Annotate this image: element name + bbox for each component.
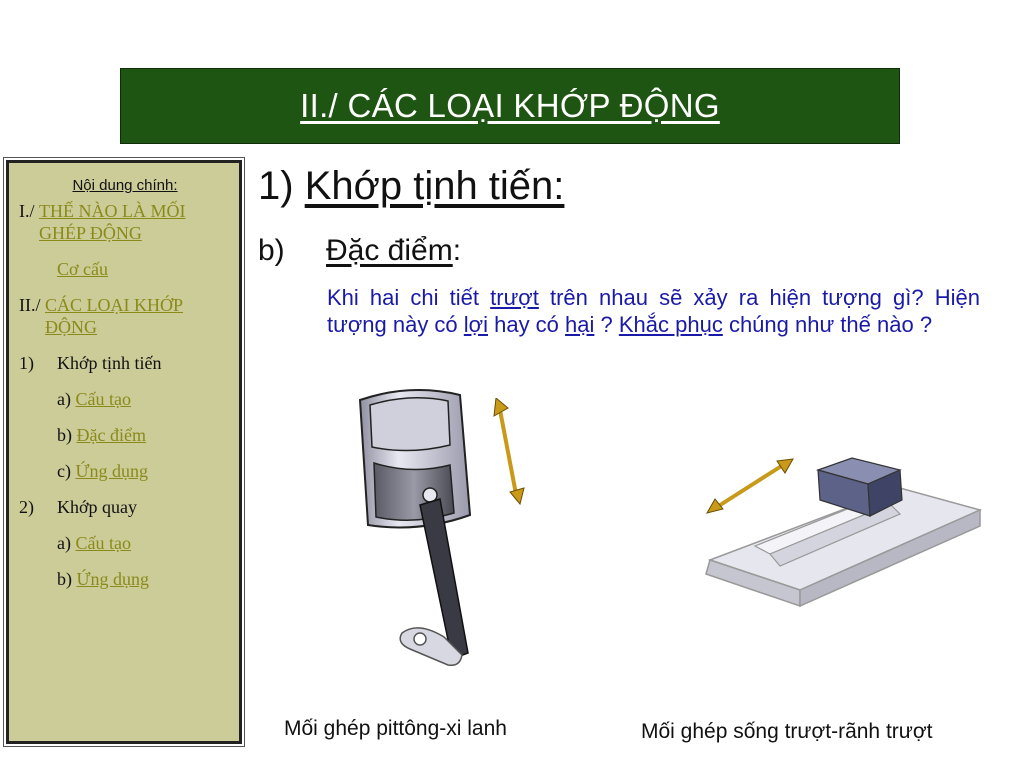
sidebar-item-number: b): [57, 425, 77, 445]
sidebar-text: Khớp tịnh tiến: [57, 353, 162, 373]
sidebar-item-number: 2): [19, 497, 34, 517]
sidebar-item-applications[interactable]: [19, 460, 231, 482]
caption-slider-rail: Mối ghép sống trượt-rãnh trượt: [641, 720, 933, 743]
sidebar-item-what-is-joint[interactable]: [19, 200, 231, 244]
sidebar-item-characteristics[interactable]: [19, 424, 231, 446]
sidebar-item-applications-2[interactable]: [19, 568, 231, 590]
sidebar-item-prismatic-joint: [19, 352, 231, 374]
sidebar-outline: [6, 160, 242, 744]
section-title: Khớp tịnh tiến:: [304, 164, 565, 208]
text-run: hay có: [487, 312, 566, 337]
slide-title: II./ CÁC LOẠI KHỚP ĐỘNG: [300, 87, 720, 124]
text-run: trên nhau sẽ xảy ra hiện tượng gì? Hiện tượng này có: [327, 285, 980, 337]
text-run: Khi hai chi tiết: [327, 285, 491, 310]
sidebar-item-joint-types[interactable]: [19, 294, 231, 338]
sidebar-item-number: c): [57, 461, 76, 481]
text-run: ?: [594, 312, 619, 337]
double-arrow-vertical-icon: [490, 398, 530, 506]
crank-hole: [414, 633, 426, 645]
section-number: 1): [258, 164, 305, 208]
sidebar-item-number: b): [57, 569, 77, 589]
sidebar-item-number: 1): [19, 353, 34, 373]
sidebar-link[interactable]: Cơ cấu: [57, 259, 109, 279]
question-paragraph: [327, 284, 980, 338]
sidebar-link[interactable]: Ứng dụng: [76, 569, 149, 589]
subsection-colon: :: [452, 234, 462, 267]
sidebar-item-structure[interactable]: [19, 388, 231, 410]
underlined-term: trượt: [490, 285, 539, 310]
sidebar-item-mechanism[interactable]: [19, 258, 231, 280]
subsection-title: Đặc điểm: [326, 234, 453, 267]
sidebar-text: Khớp quay: [57, 497, 138, 517]
subsection-heading: [258, 234, 461, 268]
piston-head: [370, 398, 450, 451]
sidebar-link[interactable]: Ứng dụng: [75, 461, 148, 481]
sidebar-link[interactable]: THẾ NÀO LÀ MỐI GHÉP ĐỘNG: [39, 201, 186, 243]
sidebar-item-number: II./: [19, 295, 45, 315]
slide-title-bar: [120, 68, 900, 144]
section-heading: [258, 164, 564, 209]
sidebar-heading: Nội dung chính:: [72, 177, 178, 194]
sidebar-item-revolute-joint: [19, 496, 231, 518]
sidebar-item-number: a): [57, 533, 76, 553]
sidebar-link[interactable]: CÁC LOẠI KHỚP ĐỘNG: [45, 295, 184, 337]
sidebar-link[interactable]: Đặc điểm: [76, 425, 146, 445]
sidebar-item-structure-2[interactable]: [19, 532, 231, 554]
underlined-term: lợi: [463, 312, 488, 337]
subsection-number: b): [258, 234, 285, 267]
sidebar-item-number: a): [57, 389, 76, 409]
sidebar-item-number: I./: [19, 201, 39, 221]
underlined-term: hại: [565, 312, 595, 337]
caption-piston-cylinder: Mối ghép pittông-xi lanh: [284, 717, 507, 740]
text-run: chúng như thế nào ?: [722, 312, 933, 337]
underlined-term: Khắc phục: [618, 312, 723, 337]
double-arrow-diagonal-icon: [705, 455, 795, 517]
sidebar-link[interactable]: Cấu tạo: [75, 389, 131, 409]
sidebar-link[interactable]: Cấu tạo: [75, 533, 131, 553]
